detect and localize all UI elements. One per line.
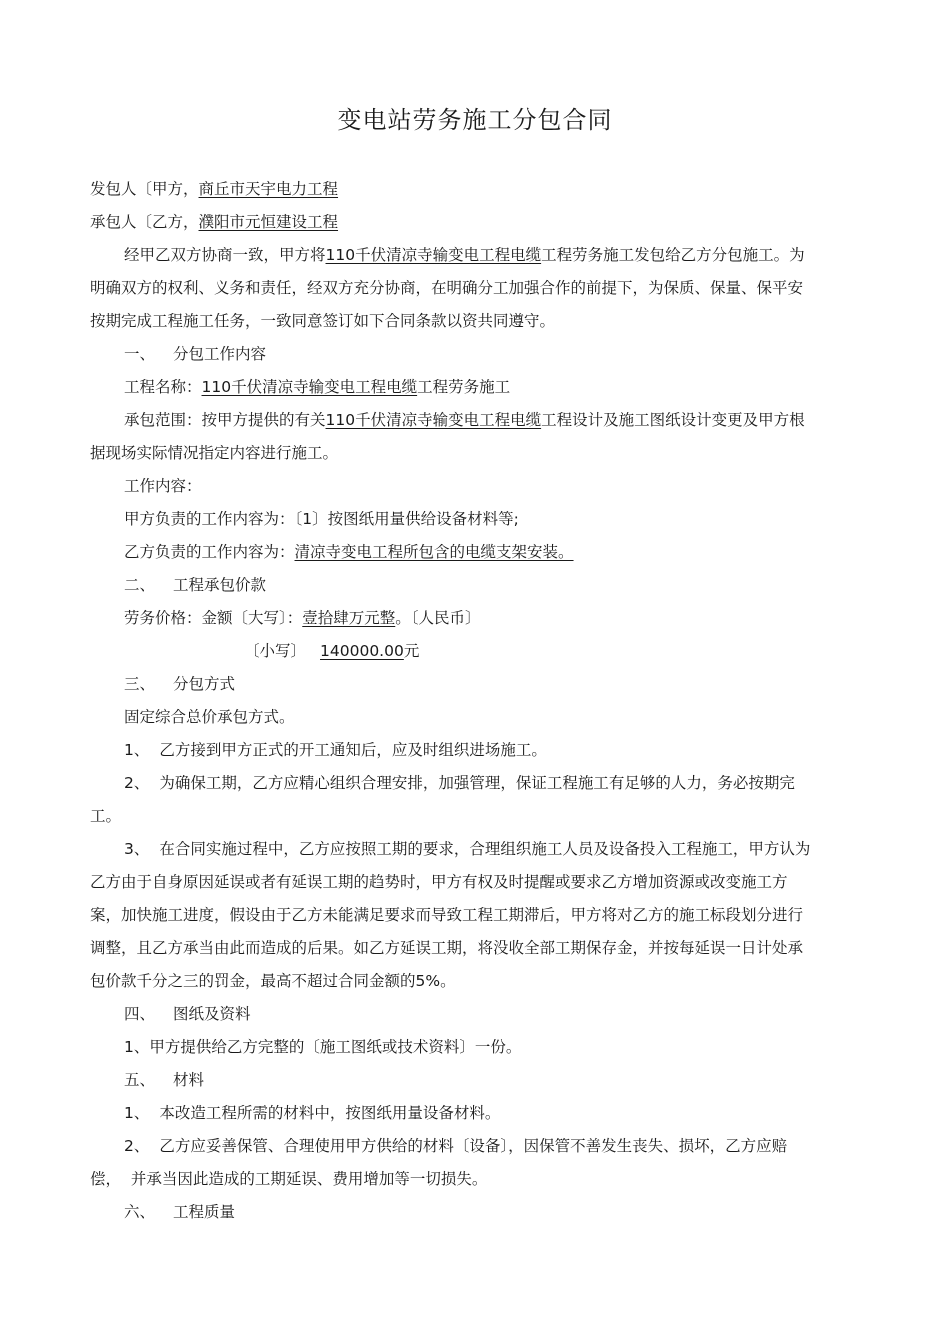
project-suffix: 工程劳务施工 — [417, 378, 511, 396]
scope-line-1 — [124, 410, 914, 430]
price-lower: 140000.00 — [320, 642, 404, 660]
intro-line-3: 按期完成工程施工任务，一致同意签订如下合同条款以资共同遵守。 — [90, 312, 556, 330]
clause-3-3-line-1 — [124, 839, 914, 859]
clause-number: 2、 — [124, 1137, 150, 1155]
document-title: 变电站劳务施工分包合同 — [337, 106, 613, 134]
field-label: 〔小写〕 — [244, 642, 307, 660]
project-name: 110千伏清凉寺输变电工程电缆 — [201, 378, 418, 396]
party-a-line — [90, 179, 880, 199]
section-title: 工程质量 — [173, 1203, 236, 1221]
clause-5-2-line-1 — [124, 1136, 914, 1156]
intro-text: 工程劳务施工发包给乙方分包施工。为 — [541, 246, 805, 264]
section-title: 图纸及资料 — [173, 1005, 251, 1023]
section-2-heading — [124, 575, 914, 595]
section-number: 六、 — [124, 1203, 156, 1221]
party-a-label: 发包人〔甲方， — [90, 180, 199, 198]
field-label: 劳务价格：金额〔大写〕： — [124, 609, 303, 627]
section-1-heading — [124, 344, 914, 364]
party-a-work: 甲方负责的工作内容为：〔1〕按图纸用量供给设备材料等; — [124, 510, 519, 528]
scope-line-2: 据现场实际情况指定内容进行施工。 — [90, 444, 339, 462]
price-upper-line — [124, 608, 914, 628]
price-unit: 元 — [403, 642, 420, 660]
section-title: 分包工作内容 — [173, 345, 267, 363]
party-b-work: 清凉寺变电工程所包含的电缆支架安装。 — [294, 543, 574, 561]
field-label: 乙方负责的工作内容为： — [124, 543, 295, 561]
clause-3-2-line-2: 工。 — [90, 807, 122, 825]
intro-line-1 — [124, 245, 914, 265]
party-b-work-line — [124, 542, 914, 562]
clause-number: 3、 — [124, 840, 150, 858]
section-number: 五、 — [124, 1071, 156, 1089]
clause-3-3-line-2: 乙方由于自身原因延误或者有延误工期的趋势时，甲方有权及时提醒或要求乙方增加资源或改变施工方 — [90, 873, 788, 891]
scope-project-name: 110千伏清凉寺输变电工程电缆 — [325, 411, 542, 429]
clause-number: 1、 — [124, 741, 150, 759]
section-title: 分包方式 — [173, 675, 236, 693]
section-6-heading — [124, 1202, 914, 1222]
party-a-name: 商丘市天宇电力工程 — [198, 180, 339, 198]
section-number: 三、 — [124, 675, 156, 693]
clause-3-3-line-4: 调整，且乙方承当由此而造成的后果。如乙方延误工期，将没收全部工期保存金，并按每延误一日计处承 — [90, 939, 804, 957]
party-b-label: 承包人〔乙方， — [90, 213, 199, 231]
currency-note: 。〔人民币〕 — [395, 609, 481, 627]
clause-4-1: 1、甲方提供给乙方完整的〔施工图纸或技术资料〕一份。 — [124, 1038, 522, 1056]
scope-text: 工程设计及施工图纸设计变更及甲方根 — [541, 411, 805, 429]
work-content-label: 工作内容： — [124, 477, 202, 495]
clause-3-1 — [124, 740, 914, 760]
intro-text: 经甲乙双方协商一致，甲方将 — [124, 246, 326, 264]
price-upper: 壹拾肆万元整 — [302, 609, 396, 627]
price-lower-line — [244, 641, 950, 661]
clause-text: 在合同实施过程中，乙方应按照工期的要求，合理组织施工人员及设备投入工程施工，甲方认为 — [159, 840, 811, 858]
section-number: 四、 — [124, 1005, 156, 1023]
clause-text: 为确保工期，乙方应精心组织合理安排，加强管理，保证工程施工有足够的人力，务必按期完 — [159, 774, 795, 792]
clause-5-2-line-2: 偿， 并承当因此造成的工期延误、费用增加等一切损失。 — [90, 1170, 488, 1188]
field-label: 工程名称： — [124, 378, 202, 396]
intro-line-2: 明确双方的权利、义务和责任，经双方充分协商，在明确分工加强合作的前提下，为保质、保量、保平安 — [90, 279, 804, 297]
section-3-heading — [124, 674, 914, 694]
section-number: 二、 — [124, 576, 156, 594]
clause-number: 2、 — [124, 774, 150, 792]
party-b-name: 濮阳市元恒建设工程 — [198, 213, 339, 231]
clause-text: 乙方接到甲方正式的开工通知后，应及时组织进场施工。 — [159, 741, 547, 759]
intro-project-name: 110千伏清凉寺输变电工程电缆 — [325, 246, 542, 264]
section-4-heading — [124, 1004, 914, 1024]
clause-text: 乙方应妥善保管、合理使用甲方供给的材料〔设备〕，因保管不善发生丧失、损坏，乙方应赔 — [159, 1137, 788, 1155]
section-5-heading — [124, 1070, 914, 1090]
section-title: 工程承包价款 — [173, 576, 267, 594]
contract-mode: 固定综合总价承包方式。 — [124, 708, 295, 726]
section-title: 材料 — [173, 1071, 205, 1089]
clause-number: 1、 — [124, 1104, 150, 1122]
party-b-line — [90, 212, 880, 232]
project-name-line — [124, 377, 914, 397]
section-number: 一、 — [124, 345, 156, 363]
clause-text: 本改造工程所需的材料中，按图纸用量设备材料。 — [159, 1104, 501, 1122]
scope-text: 承包范围：按甲方提供的有关 — [124, 411, 326, 429]
clause-3-3-line-5: 包价款千分之三的罚金，最高不超过合同金额的5%。 — [90, 972, 456, 990]
clause-5-1 — [124, 1103, 914, 1123]
clause-3-2-line-1 — [124, 773, 914, 793]
clause-3-3-line-3: 案，加快施工进度，假设由于乙方未能满足要求而导致工程工期滞后，甲方将对乙方的施工标段划分进行 — [90, 906, 804, 924]
